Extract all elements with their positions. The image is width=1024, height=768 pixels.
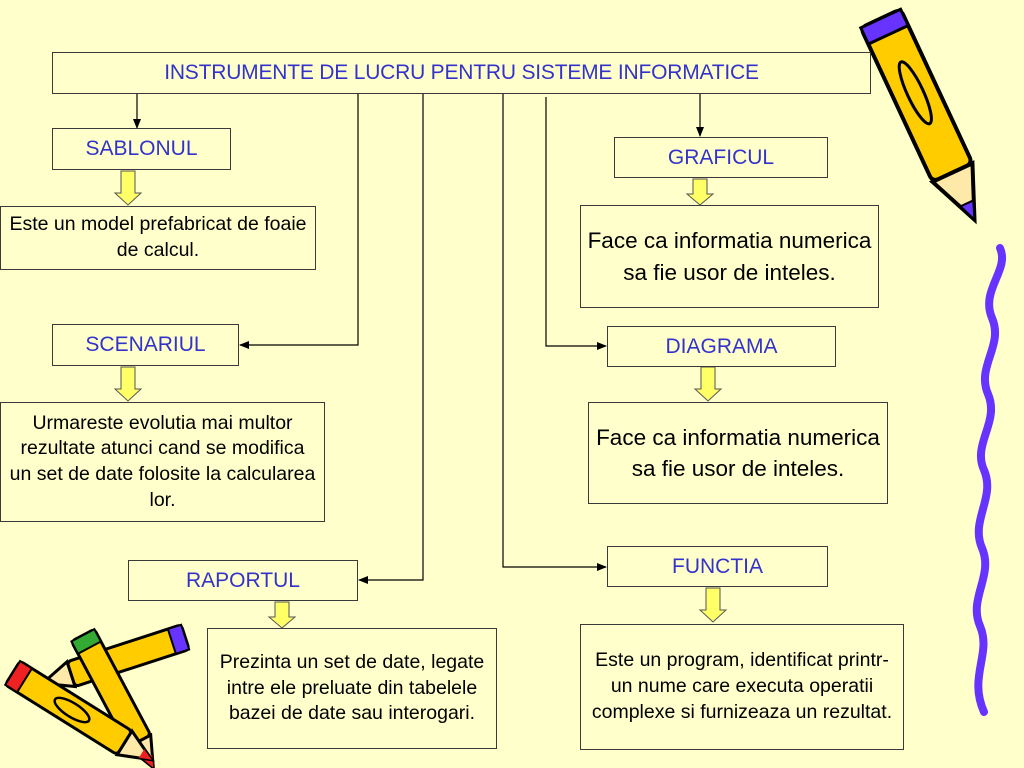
pencil-icon <box>861 9 995 229</box>
label-raportul: RAPORTUL <box>128 560 358 601</box>
wavy-line <box>977 248 1002 712</box>
label-graficul: GRAFICUL <box>614 137 828 178</box>
block-arrow-graficul <box>687 179 713 205</box>
block-arrow-scenariul <box>115 367 141 401</box>
connector-raportul <box>359 94 423 580</box>
description-graficul: Face ca informatia numerica sa fie usor de inteles. <box>580 205 879 308</box>
block-arrow-sablonul <box>115 171 141 205</box>
title-box <box>52 52 871 94</box>
page-title: INSTRUMENTE DE LUCRU PENTRU SISTEME INFORMATICE <box>164 61 759 84</box>
description-raportul: Prezinta un set de date, legate intre ele preluate din tabelele bazei de date sau interogari. <box>207 628 497 749</box>
label-diagrama: DIAGRAMA <box>607 326 836 367</box>
pencils-icon <box>5 625 189 768</box>
description-functia: Este un program, identificat printr-un nume care executa operatii complexe si furnizeaza un rezultat. <box>580 624 904 750</box>
description-scenariul: Urmareste evolutia mai multor rezultate atunci cand se modifica un set de date folosite la calcularea lor. <box>0 402 325 522</box>
description-sablonul: Este un model prefabricat de foaie de calcul. <box>0 206 316 270</box>
description-diagrama: Face ca informatia numerica sa fie usor de inteles. <box>588 402 888 504</box>
block-arrow-raportul <box>269 602 295 628</box>
label-functia: FUNCTIA <box>607 546 828 587</box>
block-arrow-diagrama <box>695 367 721 401</box>
block-arrow-functia <box>700 588 726 622</box>
label-scenariul: SCENARIUL <box>52 324 239 366</box>
label-sablonul: SABLONUL <box>52 128 231 170</box>
